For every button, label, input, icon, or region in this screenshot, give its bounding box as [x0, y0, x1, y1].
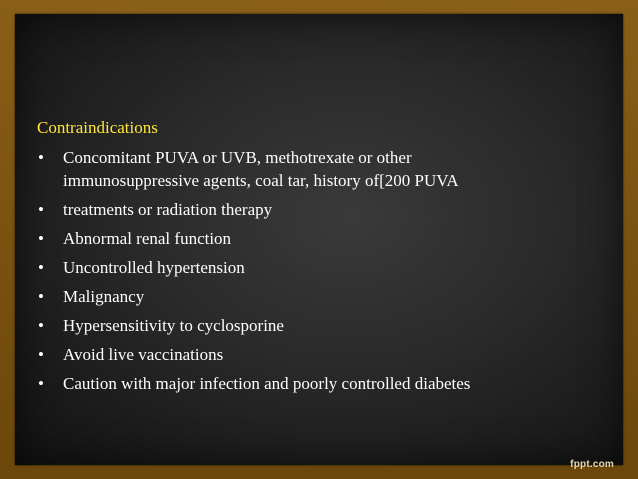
bullet-icon: • — [38, 316, 44, 335]
bullet-item — [37, 227, 470, 250]
bullet-text: Abnormal renal function — [63, 229, 232, 248]
bullet-text: Concomitant PUVA or UVB, methotrexate or other — [63, 148, 412, 167]
bullet-icon: • — [38, 345, 44, 364]
bullet-icon: • — [38, 148, 44, 167]
bullet-icon: • — [38, 229, 44, 248]
slide-canvas — [15, 14, 623, 465]
bullet-list — [37, 146, 470, 401]
bullet-text: Malignancy — [63, 287, 145, 306]
bullet-item — [37, 256, 470, 279]
bullet-item — [37, 343, 470, 366]
bullet-text: Uncontrolled hypertension — [63, 258, 245, 277]
bullet-text: Caution with major infection and poorly controlled diabetes — [63, 374, 471, 393]
bullet-text: treatments or radiation therapy — [63, 200, 273, 219]
bullet-item — [37, 198, 470, 221]
bullet-item — [37, 372, 470, 395]
bullet-text-continued: immunosuppressive agents, coal tar, history of[200 PUVA — [63, 171, 459, 190]
bullet-text: Hypersensitivity to cyclosporine — [63, 316, 284, 335]
bullet-item — [37, 146, 470, 192]
bullet-icon: • — [38, 200, 44, 219]
bullet-item — [37, 285, 470, 308]
bullet-icon: • — [38, 374, 44, 393]
bullet-text: Avoid live vaccinations — [63, 345, 224, 364]
slide-title: Contraindications — [37, 118, 158, 137]
bullet-icon: • — [38, 258, 44, 277]
watermark-text: fppt.com — [570, 459, 614, 470]
bullet-item — [37, 314, 470, 337]
bullet-icon: • — [38, 287, 44, 306]
